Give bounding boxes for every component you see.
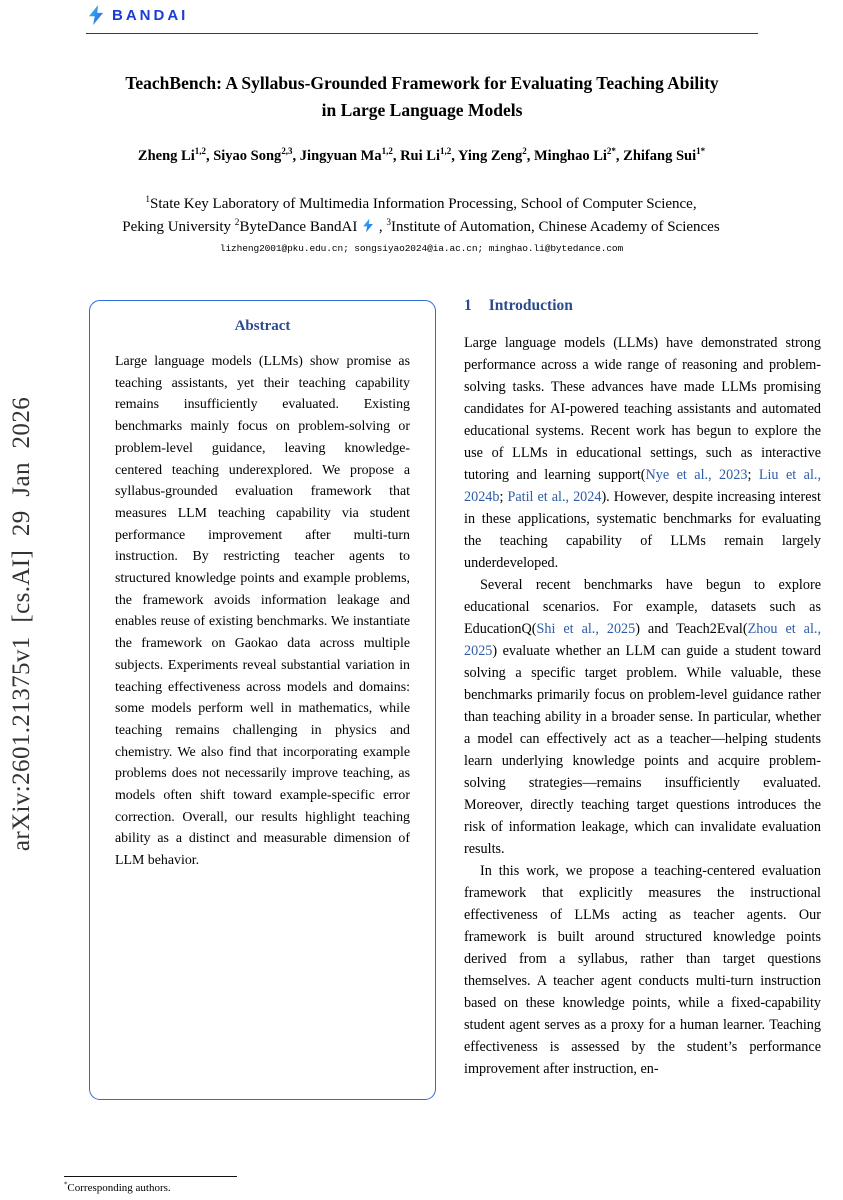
text-segment: ). However, despite increasing interest in these applications, systematic benchmarks for evaluating the teaching capability of LLMs remain largely underdeveloped. (464, 489, 822, 571)
intro-paragraph (464, 574, 821, 860)
author (138, 148, 213, 164)
citation-link[interactable]: Patil et al., 2024 (507, 489, 602, 505)
affiliation-sup: 2 (234, 218, 240, 228)
text-segment: Several recent benchmarks have begun to explore educational scenarios. For example, datasets such as EducationQ( (464, 577, 821, 637)
footnote-text: Corresponding authors. (67, 1182, 171, 1194)
affiliation-text: Peking University (122, 219, 235, 235)
author (400, 148, 458, 164)
citation-link[interactable]: Liu et al., 2024b (464, 467, 821, 505)
author (300, 148, 400, 164)
citation-link[interactable]: Zhou et al., 2025 (464, 621, 821, 659)
author-name: Zheng Li (137, 148, 195, 164)
section-number: 1 (464, 297, 472, 314)
author-name: Jingyuan Ma (299, 148, 382, 164)
text-segment: ; (499, 489, 508, 505)
intro-paragraph (464, 332, 821, 574)
affiliation-text: ByteDance BandAI (239, 219, 362, 235)
authors-line (30, 148, 813, 165)
author-sup: 2* (606, 146, 616, 157)
affiliation-sup: 3 (386, 218, 391, 228)
author-sup: 1* (696, 146, 706, 157)
citation-link[interactable]: Nye et al., 2023 (645, 467, 748, 483)
author-separator: , (292, 148, 300, 164)
author-sup: 1,2 (381, 146, 393, 157)
bandai-logo (86, 4, 188, 26)
author (213, 148, 300, 164)
author-separator: , (615, 148, 624, 164)
text-segment: Large language models (LLMs) have demonstrated strong performance across a wide range of reasoning and problem-solving tasks. These advances have made LLMs promising candidates for AI-powered teaching assistants and automated educational systems. Recent work has begun to explore the use of LLMs in educational settings, such as interactive tutoring and learning support( (464, 335, 821, 483)
author-name: Siyao Song (213, 148, 282, 164)
affiliation-separator: , (375, 219, 387, 235)
footnote (64, 1182, 171, 1194)
author-sup: 1,2 (439, 146, 452, 157)
section-label: Introduction (488, 297, 573, 314)
text-segment: ) evaluate whether an LLM can guide a student toward solving a specific target problem. While valuable, these benchmarks primarily focus on problem-level guidance rather than teaching ability in a broader sense. In particular, whether a model can effectively act as a teacher—helping students learn underlying knowledge points and acquire problem-solving strategies—remains insufficiently evaluated. Moreover, directly teaching target questions introduces the risk of information leakage, which can invalidate evaluation results. (464, 643, 821, 857)
intro-section (464, 297, 821, 1080)
bandai-logo-text: BANDAI (112, 6, 189, 24)
author-name: Ying Zeng (457, 148, 523, 164)
author-sup: 2 (522, 146, 527, 157)
affiliation-text: Institute of Automation, Chinese Academy of Sciences (391, 219, 720, 235)
affiliations-line (51, 193, 791, 239)
spark-icon (86, 4, 106, 26)
header-rule (86, 33, 758, 34)
author-name: Minghao Li (534, 148, 607, 164)
footnote-marker: * (64, 1181, 68, 1189)
footnote-rule (64, 1176, 237, 1177)
author-separator: , (451, 148, 458, 164)
author (534, 148, 623, 164)
author-name: Zhifang Sui (623, 148, 697, 164)
abstract-box (89, 300, 436, 1100)
author-separator: , (205, 148, 214, 164)
text-segment: ) and Teach2Eval( (635, 621, 748, 637)
abstract-text: Large language models (LLMs) show promise as teaching assistants, yet their teaching capability remains insufficiently evaluated. Existing benchmarks mainly focus on problem-solving or problem-level guidance, leaving knowledge-centered teaching underexplored. We propose a syllabus-grounded evaluation framework that measures LLM teaching capability via student performance improvement after multi-turn instruction. By restricting teacher agents to structured knowledge points and example problems, the framework avoids information leakage and enables reuse of existing benchmarks. We instantiate the framework on Gaokao data across multiple subjects. Experiments reveal substantial variation in teaching effectiveness across models and domains: some models perform well in mathematics, while teaching remains challenging in physics and chemistry. We also find that incorporating example problems does not necessarily improve teaching, as models often shift toward example-specific error correction. Overall, our results highlight teaching ability as a distinct and measurable dimension of LLM behavior. (115, 354, 410, 869)
author (458, 148, 534, 164)
author-separator: , (526, 148, 534, 164)
emails-line: lizheng2001@pku.edu.cn; songsiyao2024@ia.ac.cn; minghao.li@bytedance.com (219, 243, 624, 254)
text-segment: In this work, we propose a teaching-centered evaluation framework that explicitly measures the instructional effectiveness of LLMs acting as teacher agents. Our framework is built around structured knowledge points derived from a syllabus, rather than target questions themselves. A teacher agent conducts multi-turn instruction based on these knowledge points, while a fixed-capability student agent serves as a proxy for a human learner. Teaching effectiveness is assessed by the student’s performance improvement after instruction, en- (464, 863, 821, 1077)
citation-link[interactable]: Shi et al., 2025 (536, 621, 636, 637)
affiliation-sup: 1 (145, 195, 151, 205)
text-segment: ; (747, 467, 759, 483)
author-sup: 1,2 (194, 146, 206, 157)
arxiv-sidebar-label: arXiv:2601.21375v1 [cs.AI] 29 Jan 2026 (8, 396, 35, 852)
abstract-heading: Abstract (234, 318, 291, 334)
author-separator: , (392, 148, 401, 164)
paper-title: TeachBench: A Syllabus-Grounded Framework for Evaluating Teaching Ability in Large Language Models (125, 73, 719, 120)
spark-icon (361, 218, 375, 233)
author-sup: 2,3 (281, 146, 293, 157)
affiliation-text: State Key Laboratory of Multimedia Information Processing, School of Computer Science, (150, 196, 697, 212)
author-name: Rui Li (400, 148, 440, 164)
section-heading (464, 297, 821, 315)
author (623, 148, 705, 164)
intro-paragraph (464, 860, 821, 1080)
